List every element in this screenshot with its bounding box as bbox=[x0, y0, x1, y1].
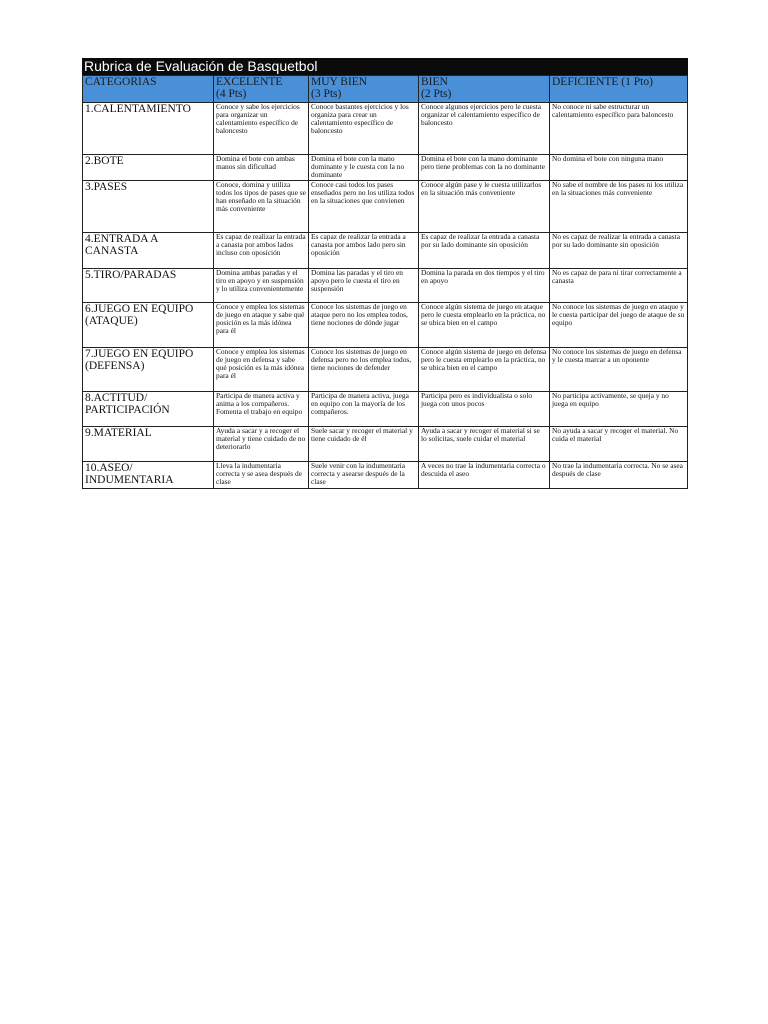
muy-bien-cell: Conoce bastantes ejercicios y los organiza para crear un calentamiento específico de baloncesto bbox=[309, 103, 419, 155]
category-cell: 4.ENTRADA A CANASTA bbox=[83, 233, 214, 269]
header-bien bbox=[419, 76, 550, 103]
deficiente-cell: No es capaz de para ni tirar correctamente a canasta bbox=[550, 269, 688, 303]
bien-cell: Participa pero es individualista o solo juega con unos pocos bbox=[419, 392, 550, 427]
category-cell: 1.CALENTAMIENTO bbox=[83, 103, 214, 155]
deficiente-cell: No conoce los sistemas de juego en ataque y le cuesta participar del juego de ataque de su equipo bbox=[550, 303, 688, 348]
header-row bbox=[83, 76, 688, 103]
muy-bien-cell: Conoce casi todos los pases enseñados pero no los utiliza todos en la situaciones que convienen bbox=[309, 181, 419, 233]
muy-bien-cell: Participa de manera activa, juega en equipo con la mayoría de los compañeros. bbox=[309, 392, 419, 427]
deficiente-cell: No domina el bote con ninguna mano bbox=[550, 155, 688, 181]
bien-cell: Conoce algún sistema de juego en ataque pero le cuesta emplearlo en la práctica, no se ubica bien en el campo bbox=[419, 303, 550, 348]
table-row bbox=[83, 427, 688, 462]
bien-cell: Es capaz de realizar la entrada a canasta por su lado dominante sin oposición bbox=[419, 233, 550, 269]
header-points: (3 Pts) bbox=[311, 88, 342, 100]
header-categorias bbox=[83, 76, 214, 103]
header-label: DEFICIENTE (1 Pto) bbox=[552, 76, 653, 88]
table-row bbox=[83, 303, 688, 348]
category-cell: 9.MATERIAL bbox=[83, 427, 214, 462]
excelente-cell: Es capaz de realizar la entrada a canasta por ambos lados incluso con oposición bbox=[214, 233, 309, 269]
deficiente-cell: No participa activamente, se queja y no juega en equipo bbox=[550, 392, 688, 427]
category-cell: 7.JUEGO EN EQUIPO (DEFENSA) bbox=[83, 348, 214, 392]
bien-cell: A veces no trae la indumentaria correcta o descuida el aseo bbox=[419, 462, 550, 489]
muy-bien-cell: Domina el bote con la mano dominante y le cuesta con la no dominante bbox=[309, 155, 419, 181]
bien-cell: Conoce algún pase y le cuesta utilizarlos en la situación más conveniente bbox=[419, 181, 550, 233]
bien-cell: Conoce algunos ejercicios pero le cuesta organizar el calentamiento específico de baloncesto bbox=[419, 103, 550, 155]
muy-bien-cell: Es capaz de realizar la entrada a canasta por ambos lado pero sin oposición bbox=[309, 233, 419, 269]
rubric-table bbox=[82, 75, 688, 489]
deficiente-cell: No ayuda a sacar y recoger el material. No cuida el material bbox=[550, 427, 688, 462]
table-row bbox=[83, 103, 688, 155]
muy-bien-cell: Conoce los sistemas de juego en defensa pero no los emplea todos, tiene nociones de defender bbox=[309, 348, 419, 392]
category-cell: 6.JUEGO EN EQUIPO (ATAQUE) bbox=[83, 303, 214, 348]
excelente-cell: Conoce y emplea los sistemas de juego en ataque y sabe qué posición es la más idónea para él bbox=[214, 303, 309, 348]
muy-bien-cell: Suele venir con la indumentaria correcta y asearse después de la clase bbox=[309, 462, 419, 489]
header-label: MUY BIEN bbox=[311, 76, 368, 88]
header-label: EXCELENTE bbox=[216, 76, 283, 88]
muy-bien-cell: Conoce los sistemas de juego en ataque pero no los emplea todos, tiene nociones de dónde jugar bbox=[309, 303, 419, 348]
excelente-cell: Conoce, domina y utiliza todos los tipos de pases que se han enseñado en la situación más conveniente bbox=[214, 181, 309, 233]
category-cell: 5.TIRO/PARADAS bbox=[83, 269, 214, 303]
table-row bbox=[83, 269, 688, 303]
header-points: (4 Pts) bbox=[216, 88, 247, 100]
bien-cell: Conoce algún sistema de juego en defensa pero le cuesta emplearlo en la práctica, no se ubica bien en el campo bbox=[419, 348, 550, 392]
deficiente-cell: No es capaz de realizar la entrada a canasta por su lado dominante sin oposición bbox=[550, 233, 688, 269]
rubric-title: Rubrica de Evaluación de Basquetbol bbox=[82, 58, 688, 75]
excelente-cell: Domina el bote con ambas manos sin dificultad bbox=[214, 155, 309, 181]
rubric-sheet bbox=[82, 58, 688, 489]
deficiente-cell: No trae la indumentaria correcta. No se asea después de clase bbox=[550, 462, 688, 489]
table-row bbox=[83, 462, 688, 489]
table-row bbox=[83, 181, 688, 233]
deficiente-cell: No conoce los sistemas de juego en defensa y le cuesta marcar a un oponente bbox=[550, 348, 688, 392]
deficiente-cell: No conoce ni sabe estructurar un calentamiento específico para baloncesto bbox=[550, 103, 688, 155]
table-row bbox=[83, 392, 688, 427]
excelente-cell: Domina ambas paradas y el tiro en apoyo y en suspensión y lo utiliza convenientemente bbox=[214, 269, 309, 303]
table-row bbox=[83, 348, 688, 392]
header-label: BIEN bbox=[421, 76, 448, 88]
bien-cell: Domina la parada en dos tiempos y el tiro en apoyo bbox=[419, 269, 550, 303]
muy-bien-cell: Suele sacar y recoger el material y tiene cuidado de él bbox=[309, 427, 419, 462]
muy-bien-cell: Domina las paradas y el tiro en apoyo pero le cuesta el tiro en suspensión bbox=[309, 269, 419, 303]
deficiente-cell: No sabe el nombre de los pases ni los utiliza en la situaciones más conveniente bbox=[550, 181, 688, 233]
header-excelente bbox=[214, 76, 309, 103]
header-points: (2 Pts) bbox=[421, 88, 452, 100]
header-label: CATEGORIAS bbox=[85, 76, 157, 88]
table-row bbox=[83, 233, 688, 269]
excelente-cell: Conoce y emplea los sistemas de juego en defensa y sabe qué posición es la más idónea para él bbox=[214, 348, 309, 392]
excelente-cell: Conoce y sabe los ejercicios para organizar un calentamiento específico de baloncesto bbox=[214, 103, 309, 155]
excelente-cell: Participa de manera activa y anima a los compañeros. Fomenta el trabajo en equipo bbox=[214, 392, 309, 427]
category-cell: 8.ACTITUD/ PARTICIPACIÓN bbox=[83, 392, 214, 427]
bien-cell: Ayuda a sacar y recoger el material si se lo solicitas, suele cuidar el material bbox=[419, 427, 550, 462]
header-muy-bien bbox=[309, 76, 419, 103]
excelente-cell: Ayuda a sacar y a recoger el material y tiene cuidado de no deteriorarlo bbox=[214, 427, 309, 462]
header-deficiente bbox=[550, 76, 688, 103]
category-cell: 3.PASES bbox=[83, 181, 214, 233]
excelente-cell: Lleva la indumentaria correcta y se asea después de clase bbox=[214, 462, 309, 489]
bien-cell: Domina el bote con la mano dominante pero tiene problemas con la no dominante bbox=[419, 155, 550, 181]
table-row bbox=[83, 155, 688, 181]
category-cell: 2.BOTE bbox=[83, 155, 214, 181]
category-cell: 10.ASEO/ INDUMENTARIA bbox=[83, 462, 214, 489]
